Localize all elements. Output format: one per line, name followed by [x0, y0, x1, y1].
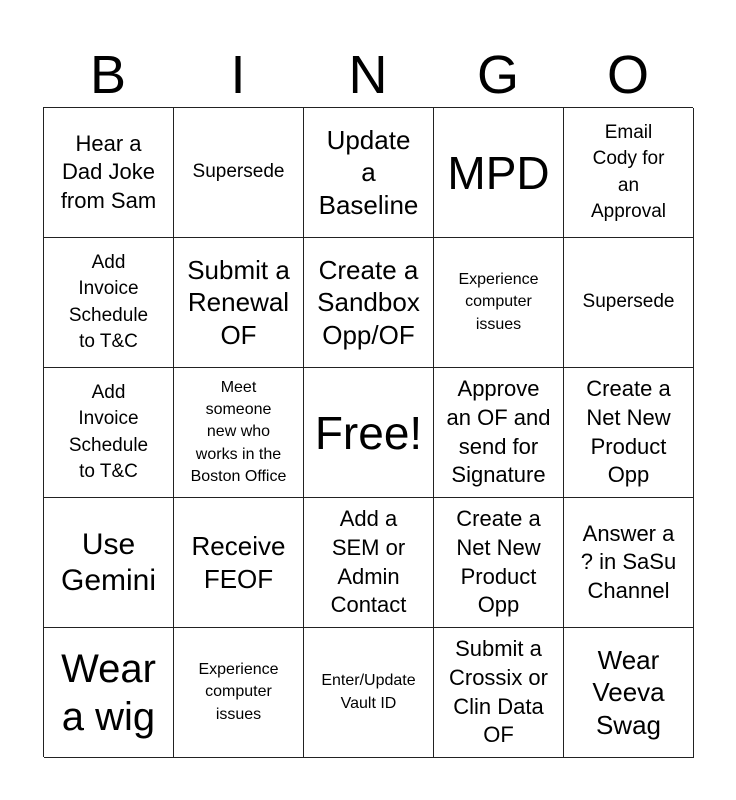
cell-text: Wear Veeva Swag	[592, 644, 665, 740]
header-letter-b: B	[89, 45, 127, 105]
cell-text: Approve an OF and send for Signature	[446, 376, 551, 488]
bingo-cell[interactable]	[304, 238, 434, 368]
cell-text: Add Invoice Schedule to T&C	[68, 382, 149, 482]
bingo-cell[interactable]	[564, 238, 694, 368]
cell-text: Enter/Update Vault ID	[321, 672, 416, 712]
cell-text: Submit a Crossix or Clin Data OF	[448, 636, 548, 748]
cell-text: Email Cody for an Approval	[591, 122, 666, 222]
bingo-cell[interactable]	[434, 368, 564, 498]
bingo-cell[interactable]	[44, 628, 174, 758]
bingo-cell[interactable]	[434, 498, 564, 628]
cell-text: Supersede	[192, 161, 285, 183]
cell-text: Experience computer issues	[458, 270, 539, 333]
header-letter-g: G	[476, 45, 519, 105]
cell-text: Meet someone new who works in the Boston Office	[190, 378, 287, 486]
bingo-cell[interactable]	[564, 368, 694, 498]
bingo-cell[interactable]	[174, 238, 304, 368]
cell-text: Add Invoice Schedule to T&C	[68, 252, 149, 352]
cell-text: Update a Baseline	[318, 124, 419, 220]
cell-text: Use Gemini	[60, 527, 157, 597]
bingo-cell[interactable]	[434, 108, 564, 238]
bingo-cell[interactable]	[304, 498, 434, 628]
free-space[interactable]	[304, 368, 434, 498]
bingo-cell[interactable]	[174, 498, 304, 628]
cell-text: Hear a Dad Joke from Sam	[60, 130, 157, 213]
bingo-cell[interactable]	[434, 628, 564, 758]
cell-text: Supersede	[582, 291, 675, 313]
cell-text: Experience computer issues	[198, 660, 279, 723]
bingo-cell[interactable]	[304, 108, 434, 238]
bingo-cell[interactable]	[44, 238, 174, 368]
cell-text: Create a Sandbox Opp/OF	[317, 254, 420, 350]
bingo-board	[43, 107, 693, 757]
bingo-cell[interactable]	[434, 238, 564, 368]
cell-text: Wear a wig	[61, 646, 156, 739]
bingo-cell[interactable]	[174, 108, 304, 238]
cell-text: Create a Net New Product Opp	[456, 506, 541, 618]
cell-text: Receive FEOF	[191, 531, 286, 594]
bingo-cell[interactable]	[564, 108, 694, 238]
cell-text: Submit a Renewal OF	[187, 254, 290, 350]
cell-text: MPD	[447, 146, 550, 199]
cell-text: Free!	[314, 406, 423, 459]
bingo-cell[interactable]	[44, 108, 174, 238]
header-letter-o: O	[606, 45, 649, 105]
bingo-cell[interactable]	[564, 498, 694, 628]
bingo-cell[interactable]	[174, 628, 304, 758]
bingo-cell[interactable]	[564, 628, 694, 758]
bingo-header	[43, 46, 693, 104]
cell-text: Create a Net New Product Opp	[586, 376, 671, 488]
bingo-cell[interactable]	[44, 368, 174, 498]
bingo-cell[interactable]	[174, 368, 304, 498]
bingo-cell[interactable]	[304, 628, 434, 758]
bingo-cell[interactable]	[44, 498, 174, 628]
cell-text: Add a SEM or Admin Contact	[330, 506, 407, 618]
cell-text: Answer a ? in SaSu Channel	[580, 520, 677, 603]
header-letter-n: N	[348, 45, 388, 105]
header-letter-i: I	[230, 45, 246, 105]
